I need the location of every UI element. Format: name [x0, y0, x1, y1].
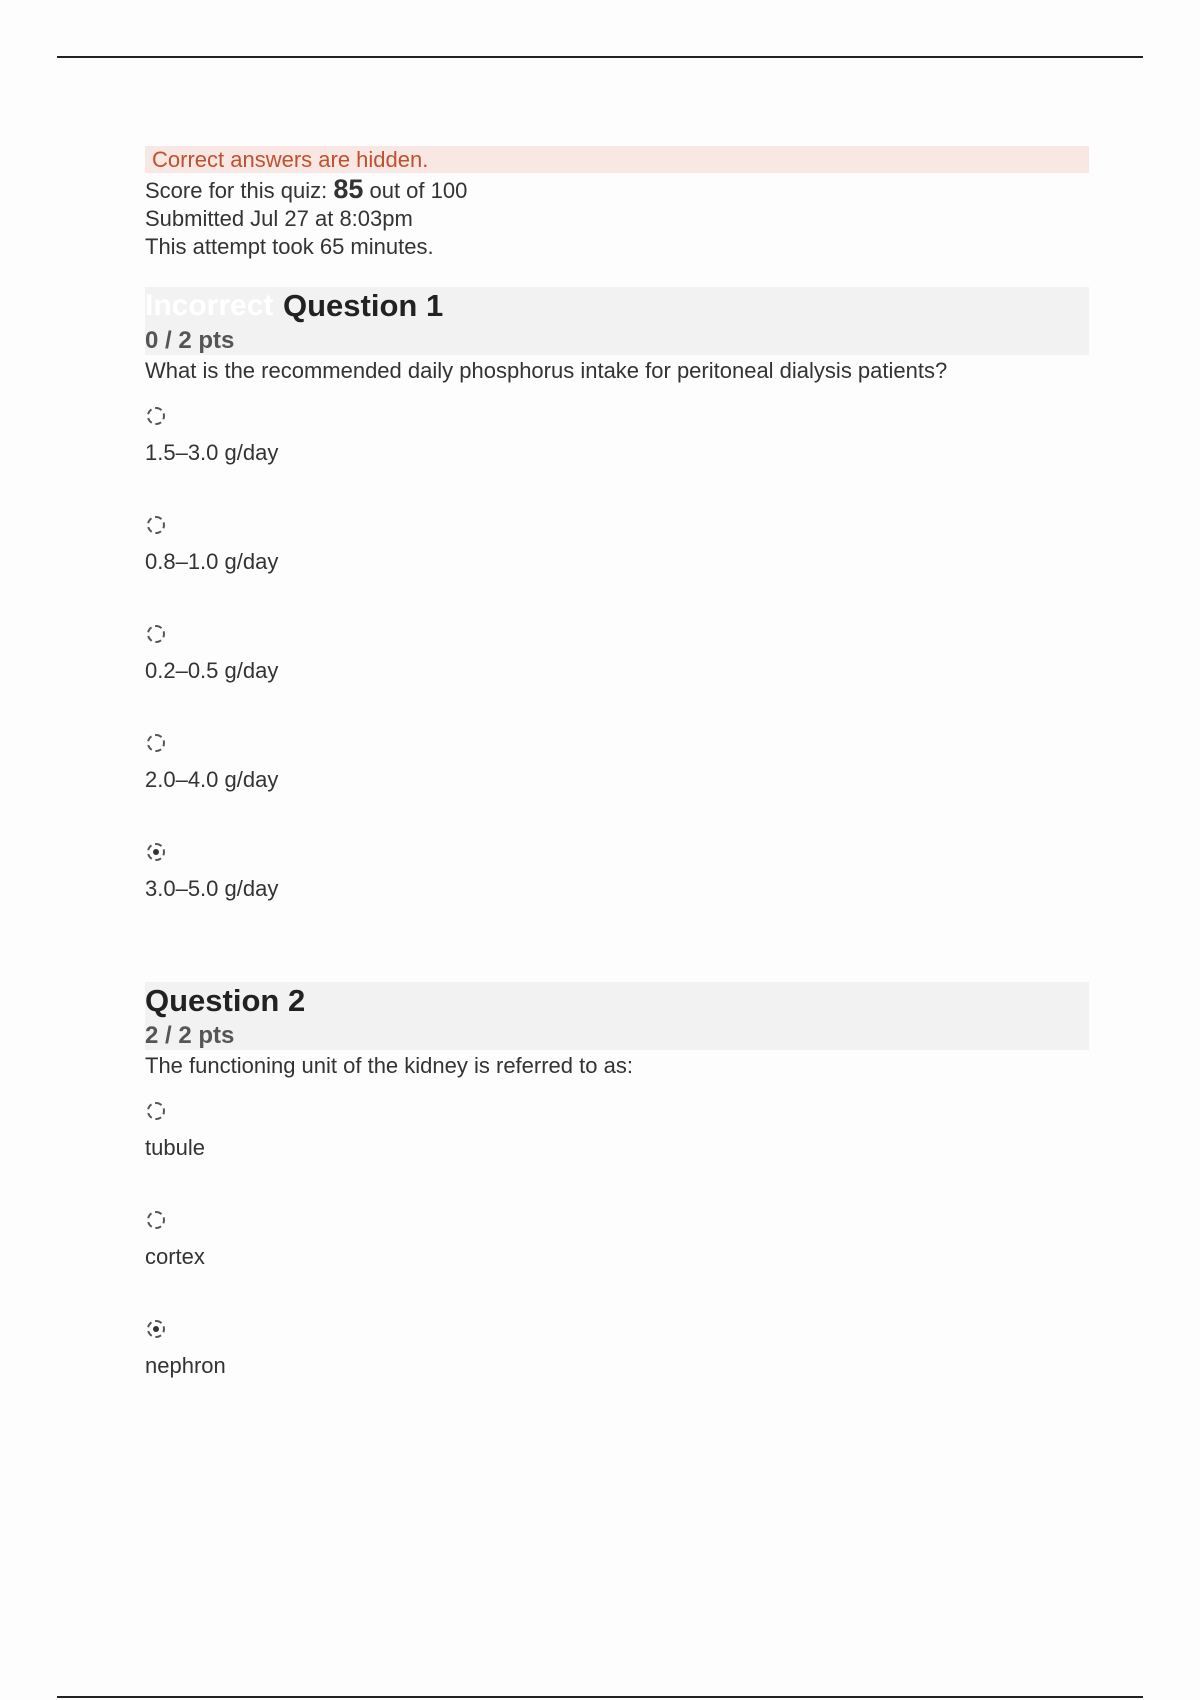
question-2: [145, 982, 1089, 1429]
question-text: The functioning unit of the kidney is referred to as:: [145, 1053, 633, 1078]
question-header: [145, 982, 1089, 1050]
answer-option[interactable]: [145, 734, 1089, 843]
question-points: 0 / 2 pts: [145, 327, 235, 354]
top-rule: [57, 56, 1143, 58]
radio-button[interactable]: [147, 734, 165, 752]
answer-option[interactable]: [145, 1102, 1089, 1211]
score-line: [145, 175, 1089, 205]
answer-option[interactable]: [145, 625, 1089, 734]
answer-label: 0.8–1.0 g/day: [145, 549, 279, 574]
radio-button-selected[interactable]: [147, 843, 165, 861]
score-suffix: out of 100: [363, 178, 468, 203]
answer-label: 2.0–4.0 g/day: [145, 767, 279, 792]
radio-button-selected[interactable]: [147, 1320, 165, 1338]
attempt-duration: This attempt took 65 minutes.: [145, 234, 434, 259]
answer-label: nephron: [145, 1353, 226, 1378]
answer-label: cortex: [145, 1244, 205, 1269]
answer-option-selected[interactable]: [145, 1320, 1089, 1429]
answer-option[interactable]: [145, 516, 1089, 625]
radio-button[interactable]: [147, 407, 165, 425]
hidden-answers-notice: Correct answers are hidden.: [145, 146, 1089, 173]
question-title: Question 1: [283, 288, 444, 323]
radio-button[interactable]: [147, 1102, 165, 1120]
answer-label: 1.5–3.0 g/day: [145, 440, 279, 465]
question-header: [145, 287, 1089, 355]
question-points: 2 / 2 pts: [145, 1022, 235, 1049]
answer-label: tubule: [145, 1135, 205, 1160]
question-title: Question 2: [145, 983, 306, 1018]
radio-button[interactable]: [147, 1211, 165, 1229]
quiz-results: [145, 146, 1089, 1429]
answer-option-selected[interactable]: [145, 843, 1089, 952]
question-text: What is the recommended daily phosphorus intake for peritoneal dialysis patients?: [145, 358, 948, 383]
answer-label: 0.2–0.5 g/day: [145, 658, 279, 683]
score-value: 85: [333, 174, 364, 204]
answer-option[interactable]: [145, 1211, 1089, 1320]
question-status: Incorrect: [145, 289, 274, 322]
bottom-rule: [57, 1696, 1143, 1698]
submitted-time: Submitted Jul 27 at 8:03pm: [145, 206, 413, 231]
answer-label: 3.0–5.0 g/day: [145, 876, 279, 901]
radio-button[interactable]: [147, 625, 165, 643]
score-prefix: Score for this quiz:: [145, 178, 334, 203]
question-1: [145, 287, 1089, 952]
answer-option[interactable]: [145, 407, 1089, 516]
radio-button[interactable]: [147, 516, 165, 534]
